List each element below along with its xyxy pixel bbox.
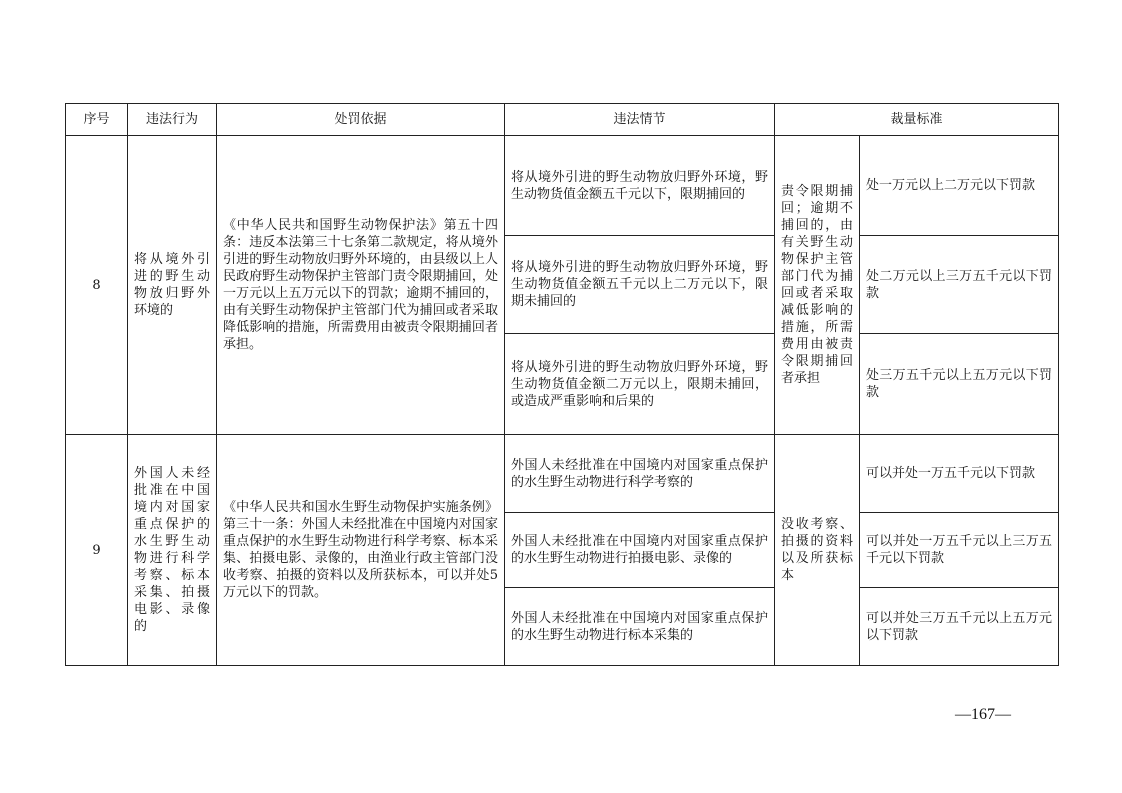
header-violation-act: 违法行为 <box>128 104 217 136</box>
circumstance-cell: 外国人未经批准在中国境内对国家重点保护的水生野生动物进行标本采集的 <box>505 588 775 666</box>
circumstance-cell: 外国人未经批准在中国境内对国家重点保护的水生野生动物进行科学考察的 <box>505 435 775 513</box>
circumstance-cell: 外国人未经批准在中国境内对国家重点保护的水生野生动物进行拍摄电影、录像的 <box>505 513 775 588</box>
circumstance-cell: 将从境外引进的野生动物放归野外环境，野生动物货值金额二万元以上，限期未捕回，或造成严重影响和后果的 <box>505 334 775 435</box>
row-number: 9 <box>66 435 128 666</box>
penalty-discretion-table <box>65 103 1059 666</box>
penalty-cell: 处二万元以上三万五千元以下罚款 <box>860 236 1059 334</box>
circumstance-cell: 将从境外引进的野生动物放归野外环境，野生动物货值金额五千元以上二万元以下，限期未捕回的 <box>505 236 775 334</box>
header-no: 序号 <box>66 104 128 136</box>
measure-cell: 没收考察、拍摄的资料以及所获标本 <box>775 435 860 666</box>
measure-cell: 责令限期捕回；逾期不捕回的，由有关野生动物保护主管部门代为捕回或者采取减低影响的措施，所需费用由被责令限期捕回者承担 <box>775 136 860 435</box>
table-row <box>66 136 1059 236</box>
penalty-cell: 可以并处三万五千元以上五万元以下罚款 <box>860 588 1059 666</box>
circumstance-cell: 将从境外引进的野生动物放归野外环境，野生动物货值金额五千元以下，限期捕回的 <box>505 136 775 236</box>
penalty-basis: 《中华人民共和国水生野生动物保护实施条例》第三十一条：外国人未经批准在中国境内对国家重点保护的水生野生动物进行科学考察、标本采集、拍摄电影、录像的，由渔业行政主管部门没收考察、拍摄的资料以及所获标本，可以并处5万元以下的罚款。 <box>217 435 505 666</box>
penalty-basis: 《中华人民共和国野生动物保护法》第五十四条：违反本法第三十七条第二款规定，将从境外引进的野生动物放归野外环境的，由县级以上人民政府野生动物保护主管部门责令限期捕回，处一万元以上五万元以下的罚款；逾期不捕回的，由有关野生动物保护主管部门代为捕回或者采取降低影响的措施，所需费用由被责令限期捕回者承担。 <box>217 136 505 435</box>
header-discretion-standard: 裁量标准 <box>775 104 1059 136</box>
page-number: —167— <box>955 706 1011 723</box>
header-penalty-basis: 处罚依据 <box>217 104 505 136</box>
penalty-cell: 可以并处一万五千元以下罚款 <box>860 435 1059 513</box>
table-row <box>66 435 1059 513</box>
penalty-cell: 可以并处一万五千元以上三万五千元以下罚款 <box>860 513 1059 588</box>
header-circumstance: 违法情节 <box>505 104 775 136</box>
row-number: 8 <box>66 136 128 435</box>
violation-act: 外国人未经批准在中国境内对国家重点保护的水生野生动物进行科学考察、标本采集、拍摄电影、录像的 <box>128 435 217 666</box>
violation-act: 将从境外引进的野生动物放归野外环境的 <box>128 136 217 435</box>
penalty-cell: 处三万五千元以上五万元以下罚款 <box>860 334 1059 435</box>
penalty-cell: 处一万元以上二万元以下罚款 <box>860 136 1059 236</box>
table-header-row <box>66 104 1059 136</box>
